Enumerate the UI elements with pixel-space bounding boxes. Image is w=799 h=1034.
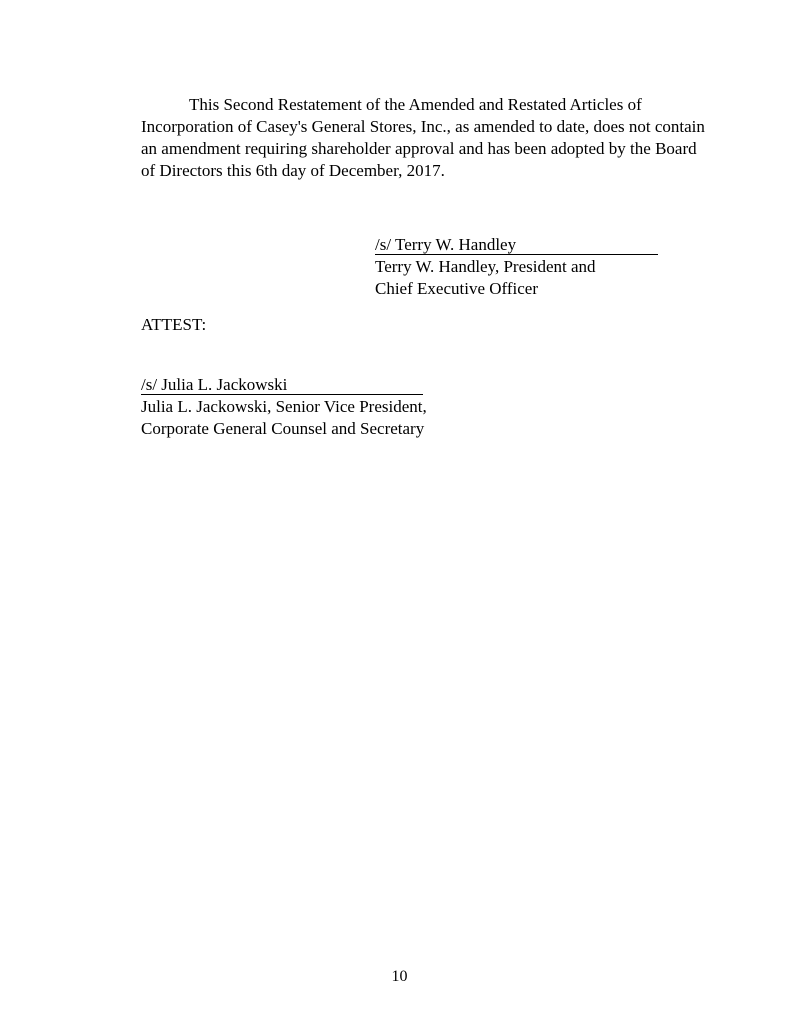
secretary-name-title: Julia L. Jackowski, Senior Vice President, bbox=[141, 397, 427, 416]
president-signature: /s/ Terry W. Handley bbox=[375, 235, 658, 255]
adoption-paragraph bbox=[141, 94, 721, 182]
president-name-title: Terry W. Handley, President and bbox=[375, 257, 596, 276]
secretary-signature-block bbox=[141, 374, 427, 440]
paragraph-line-3: an amendment requiring shareholder approval and has been adopted by the Board bbox=[141, 139, 697, 158]
president-title-continued: Chief Executive Officer bbox=[375, 279, 539, 298]
paragraph-line-4: of Directors this 6th day of December, 2017. bbox=[141, 161, 445, 180]
paragraph-line-1: This Second Restatement of the Amended and Restated Articles of bbox=[189, 95, 642, 114]
paragraph-line-2: Incorporation of Casey's General Stores, Inc., as amended to date, does not contain bbox=[141, 117, 705, 136]
secretary-title-continued: Corporate General Counsel and Secretary bbox=[141, 419, 425, 438]
page-number: 10 bbox=[391, 968, 408, 985]
president-signature-block bbox=[375, 234, 658, 300]
attest-label: ATTEST: bbox=[141, 315, 207, 334]
secretary-signature: /s/ Julia L. Jackowski bbox=[141, 375, 423, 395]
